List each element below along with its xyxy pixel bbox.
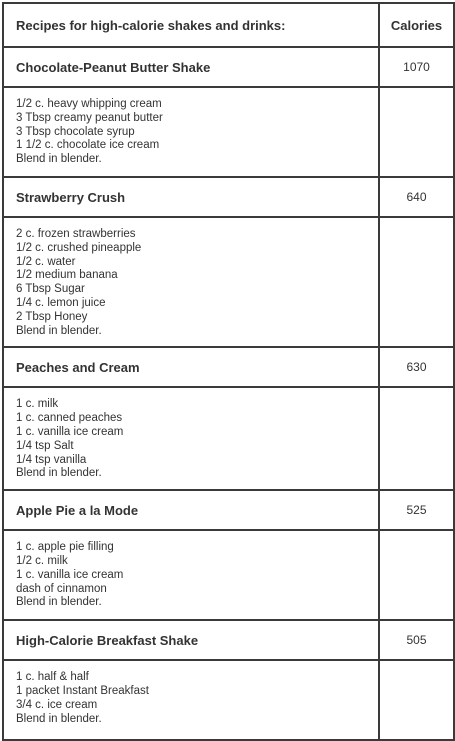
ingredient-line: 1 c. canned peaches [16, 412, 123, 425]
ingredient-line: 1 1/2 c. chocolate ice cream [16, 139, 160, 152]
recipe-ingredients-row [3, 387, 454, 490]
recipe-name-row [3, 47, 454, 87]
recipe-ingredients [3, 87, 379, 177]
ingredient-line: dash of cinnamon [16, 582, 107, 595]
ingredient-line: 1 c. half & half [16, 671, 89, 684]
recipe-ingredients-row [3, 87, 454, 177]
ingredient-line: 1/2 c. crushed pineapple [16, 241, 142, 254]
ingredient-line: 1/2 c. heavy whipping cream [16, 98, 162, 110]
ingredient-line: Blend in blender. [16, 596, 102, 609]
empty-calories-cell [379, 87, 454, 177]
ingredient-line: 1 c. milk [16, 398, 59, 411]
ingredient-line: 2 Tbsp Honey [16, 310, 88, 323]
ingredient-line: 3 Tbsp chocolate syrup [16, 125, 135, 138]
empty-calories-cell [379, 387, 454, 490]
table-header-row [3, 3, 454, 47]
recipe-ingredients-row [3, 660, 454, 740]
recipe-calories: 505 [379, 620, 454, 660]
recipe-ingredients [3, 387, 379, 490]
ingredient-line: 3 Tbsp creamy peanut butter [16, 111, 163, 124]
ingredient-line: Blend in blender. [16, 324, 102, 337]
recipe-calories: 640 [379, 177, 454, 217]
ingredient-line: Blend in blender. [16, 467, 102, 480]
ingredient-line: 1/4 c. lemon juice [16, 296, 106, 309]
recipe-name: Strawberry Crush [3, 177, 379, 217]
recipe-name: Chocolate-Peanut Butter Shake [3, 47, 379, 87]
recipe-name-row [3, 177, 454, 217]
recipe-name: Apple Pie a la Mode [3, 490, 379, 530]
ingredient-line: 1/2 medium banana [16, 269, 118, 282]
calories-column-header: Calories [379, 3, 454, 47]
ingredient-line: 1 c. vanilla ice cream [16, 425, 124, 438]
ingredient-line: 6 Tbsp Sugar [16, 283, 85, 296]
recipe-name-row [3, 490, 454, 530]
recipe-list [3, 47, 454, 740]
recipes-table [2, 2, 455, 741]
recipe-calories: 630 [379, 347, 454, 387]
ingredient-line: Blend in blender. [16, 153, 102, 166]
ingredient-line: 1 packet Instant Breakfast [16, 684, 149, 697]
recipe-ingredients [3, 530, 379, 620]
recipe-name: Peaches and Cream [3, 347, 379, 387]
recipe-name-row [3, 347, 454, 387]
empty-calories-cell [379, 217, 454, 347]
ingredient-line: 1/2 c. milk [16, 554, 68, 567]
ingredient-line: Blend in blender. [16, 712, 102, 725]
recipe-ingredients-row [3, 217, 454, 347]
ingredient-line: 1 c. vanilla ice cream [16, 568, 124, 581]
ingredient-line: 1/4 tsp Salt [16, 439, 74, 452]
recipe-calories: 525 [379, 490, 454, 530]
empty-calories-cell [379, 530, 454, 620]
recipe-ingredients [3, 660, 379, 740]
recipe-ingredients-row [3, 530, 454, 620]
ingredient-line: 3/4 c. ice cream [16, 698, 98, 711]
table-title: Recipes for high-calorie shakes and drinks: [3, 3, 379, 47]
recipe-name: High-Calorie Breakfast Shake [3, 620, 379, 660]
recipe-ingredients [3, 217, 379, 347]
empty-calories-cell [379, 660, 454, 740]
ingredient-line: 1/4 tsp vanilla [16, 453, 87, 466]
ingredient-line: 1 c. apple pie filling [16, 541, 114, 554]
ingredient-line: 1/2 c. water [16, 255, 76, 268]
recipe-calories: 1070 [379, 47, 454, 87]
ingredient-line: 2 c. frozen strawberries [16, 228, 136, 240]
recipe-name-row [3, 620, 454, 660]
